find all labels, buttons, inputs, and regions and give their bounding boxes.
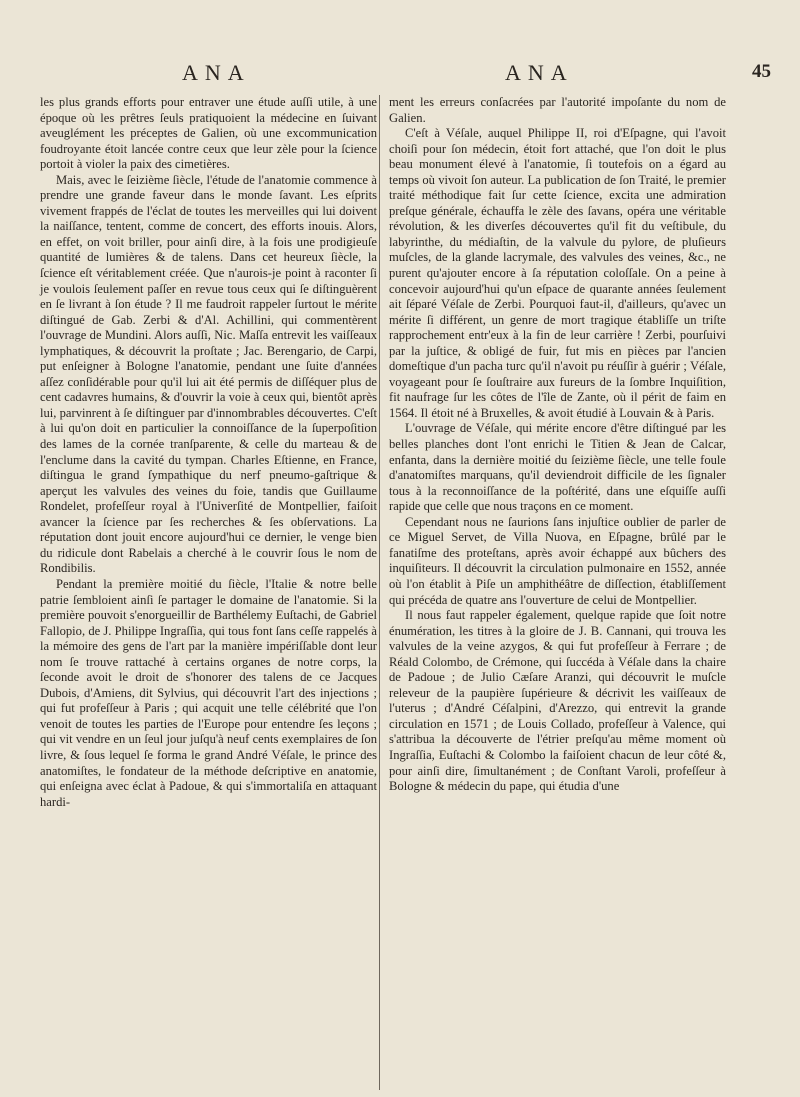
paragraph: L'ouvrage de Véſale, qui mérite encore d'être diſtingué par les belles planches dont l'ont enrichi le Titien & Jean de Calcar, enfanta, dans la dernière moitié du ſeizième ſiècle, une telle foule d'anatomiſtes marquans, qu'il deviendroit difficile de les ſignaler tous à la reconnoiſſance de la poſtérité, dans une eſquiſſe auſſi rapide que celle que nous traçons en ce moment.	[389, 421, 726, 514]
left-column	[40, 95, 377, 810]
running-header	[0, 60, 800, 90]
header-right-title: ANA	[505, 60, 574, 85]
paragraph: Cependant nous ne ſaurions ſans injuſtice oublier de parler de ce Miguel Servet, de Villa Nuova, en Eſpagne, brûlé par le fanatiſme des proteſtans, après avoir échappé aux bûchers des inquiſiteurs. Il découvrit la circulation pulmonaire en 1552, année où l'on établit à Piſe un amphithéâtre de diſſection, établiſſement qui précéda de quatre ans l'ouverture de celui de Montpellier.	[389, 514, 726, 607]
column-divider	[379, 95, 380, 1090]
paragraph: Il nous faut rappeler également, quelque rapide que ſoit notre énumération, les titres à la gloire de J. B. Cannani, qui trouva les valvules de la veine azygos, & qui fut profeſſeur à Ferrare ; de Réald Colombo, de Crémone, qui ſuccéda à Véſale dans la chaire de Padoue ; de Julio Cæſare Aranzi, qui découvrit le muſcle releveur de la paupière ſupérieure & décrivit les vaiſſeaux de l'uterus ; d'André Céſalpini, d'Arezzo, qui entrevit la grande circulation en 1571 ; de Louis Collado, profeſſeur à Valence, qui s'attribua la découverte de l'étrier preſqu'au même moment où Ingraſſia, Euſtachi & Colombo la faiſoient chacun de leur côté &, pour ainſi dire, ſimultanément ; de Conſtant Varoli, profeſſeur à Bologne & médecin du pape, qui étudia d'une	[389, 608, 726, 794]
paragraph: Pendant la première moitié du ſiècle, l'Italie & notre belle patrie ſembloient ainſi ſe partager le domaine de l'anatomie. Si la première pouvoit s'enorgueillir de Barthélemy Euſtachi, de Gabriel Fallopio, de J. Philippe Ingraſſia, qui tous font ſans ceſſe rappelés à la mémoire des gens de l'art par la manière impériſſable dont leur nom ſe trouve rattaché à certains organes de notre corps, la ſeconde avoit le droit de s'honorer des talens de ce Jacques Dubois, d'Amiens, dit Sylvius, qui découvrit l'art des injections ; qui fut profeſſeur à Paris ; qui acquit une telle célébrité que l'on venoit de toutes les parties de l'Europe pour entendre ſes leçons ; qui vit vendre en un ſeul jour juſqu'à neuf cents exemplaires de ſon livre, & ſous lequel ſe forma le grand André Véſale, le prince des anatomiſtes, le fondateur de la méthode deſcriptive en anatomie, qui enſeigna avec éclat à Padoue, & qui s'immortaliſa en attaquant hardi-	[40, 576, 377, 809]
paragraph: C'eſt à Véſale, auquel Philippe II, roi d'Eſpagne, qui l'avoit choiſi pour ſon médecin, étoit fort attaché, que l'on doit le plus beau monument élevé à l'anatomie, ſi toutefois on a égard au temps où vivoit ſon auteur. La publication de ſon Traité, le premier traité méthodique fait ſur cette ſcience, excita une admiration preſque générale, échauffa le zèle des ſavans, opéra une véritable révolution, & les diverſes découvertes qu'il fit du veſtibule, du labyrinthe, du médiaſtin, de la valvule du pylore, de pluſieurs muſcles, de la glande lacrymale, des valvules des veines, &c., ne purent qu'ajouter encore à ſa réputation coloſſale. On a peine à concevoir aujourd'hui qu'un eſpace de quarante années ſeulement ait ſéparé Véſale de Zerbi. Pourquoi faut-il, d'ailleurs, qu'avec un mérite ſi différent, un genre de mort tragique établiſſe un triſte rapprochement entr'eux à la fin de leur carrière ! Zerbi, pourſuivi par la juſtice, & obligé de fuir, fut mis en pièces par l'ancien domeſtique d'un pacha turc qu'il n'avoit pu réuſſir à guérir ; Véſale, voyageant pour ſe ſouſtraire aux fureurs de la ſombre Inquiſition, fit naufrage ſur les côtes de l'île de Zante, où il périt de faim en 1564. Il étoit né à Bruxelles, & avoit étudié à Louvain & à Paris.	[389, 126, 726, 420]
paragraph: les plus grands efforts pour entraver une étude auſſi utile, à une époque où les prêtres ſeuls pratiquoient la médecine en ſuivant aveuglément les préceptes de Galien, où une excommunication foudroyante étoit lancée contre ceux que leur zèle pour la ſcience portoit à violer la paix des cimetières.	[40, 95, 377, 172]
paragraph: Mais, avec le ſeizième ſiècle, l'étude de l'anatomie commence à prendre une grande faveur dans le monde ſavant. Les eſprits vivement frappés de l'éclat de toutes les merveilles qui lui doivent la naiſſance, tentent, comme de concert, des efforts inouis. Alors, en effet, on voit briller, pour ainſi dire, à la fois une prodigieuſe quantité de lumières & de talens. Dans cet heureux ſiècle, la ſcience eſt véritablement créée. Que n'aurois-je point à raconter ſi je voulois ſeulement paſſer en revue tous ceux qui ſe diſtinguèrent en ſe livrant à ſon étude ? Il me faudroit rappeler ſurtout le mérite diſtingué de Gab. Zerbi & d'Al. Achillini, qui commentèrent l'ouvrage de Mundini. Alors auſſi, Nic. Maſſa entrevit les vaiſſeaux lymphatiques, & découvrit la proſtate ; Jac. Berengario, de Carpi, put enſeigner à Bologne l'anatomie, pendant une ſuite d'années aſſez conſidérable pour qu'il lui ait été permis de diſſéquer plus de cent cadavres humains, & d'ouvrir la voie à ceux qui, bientôt après lui, parvinrent à ſe diſtinguer par d'innombrables découvertes. C'eſt à lui qu'on doit en particulier la connoiſſance de la ſuperpoſition des lames de la cornée tranſparente, & celle du marteau & de l'enclume dans la cavité du tympan. Charles Eſtienne, en France, diſtingua le grand ſympathique du nerf pneumo-gaſtrique & aperçut les valvules des veines du foie, tandis que Guillaume Rondelet, profeſſeur royal à l'Univerſité de Montpellier, faiſoit avancer la ſcience par ſes recherches & ſes obſervations. La réputation dont jouit encore aujourd'hui ce dernier, le venge bien du ridicule dont Rabelais a cherché à le couvrir ſous le nom de Rondibilis.	[40, 172, 377, 576]
paragraph: ment les erreurs conſacrées par l'autorité impoſante du nom de Galien.	[389, 95, 726, 125]
header-left-title: ANA	[182, 60, 251, 85]
page-number: 45	[752, 61, 771, 82]
right-column	[389, 95, 726, 795]
